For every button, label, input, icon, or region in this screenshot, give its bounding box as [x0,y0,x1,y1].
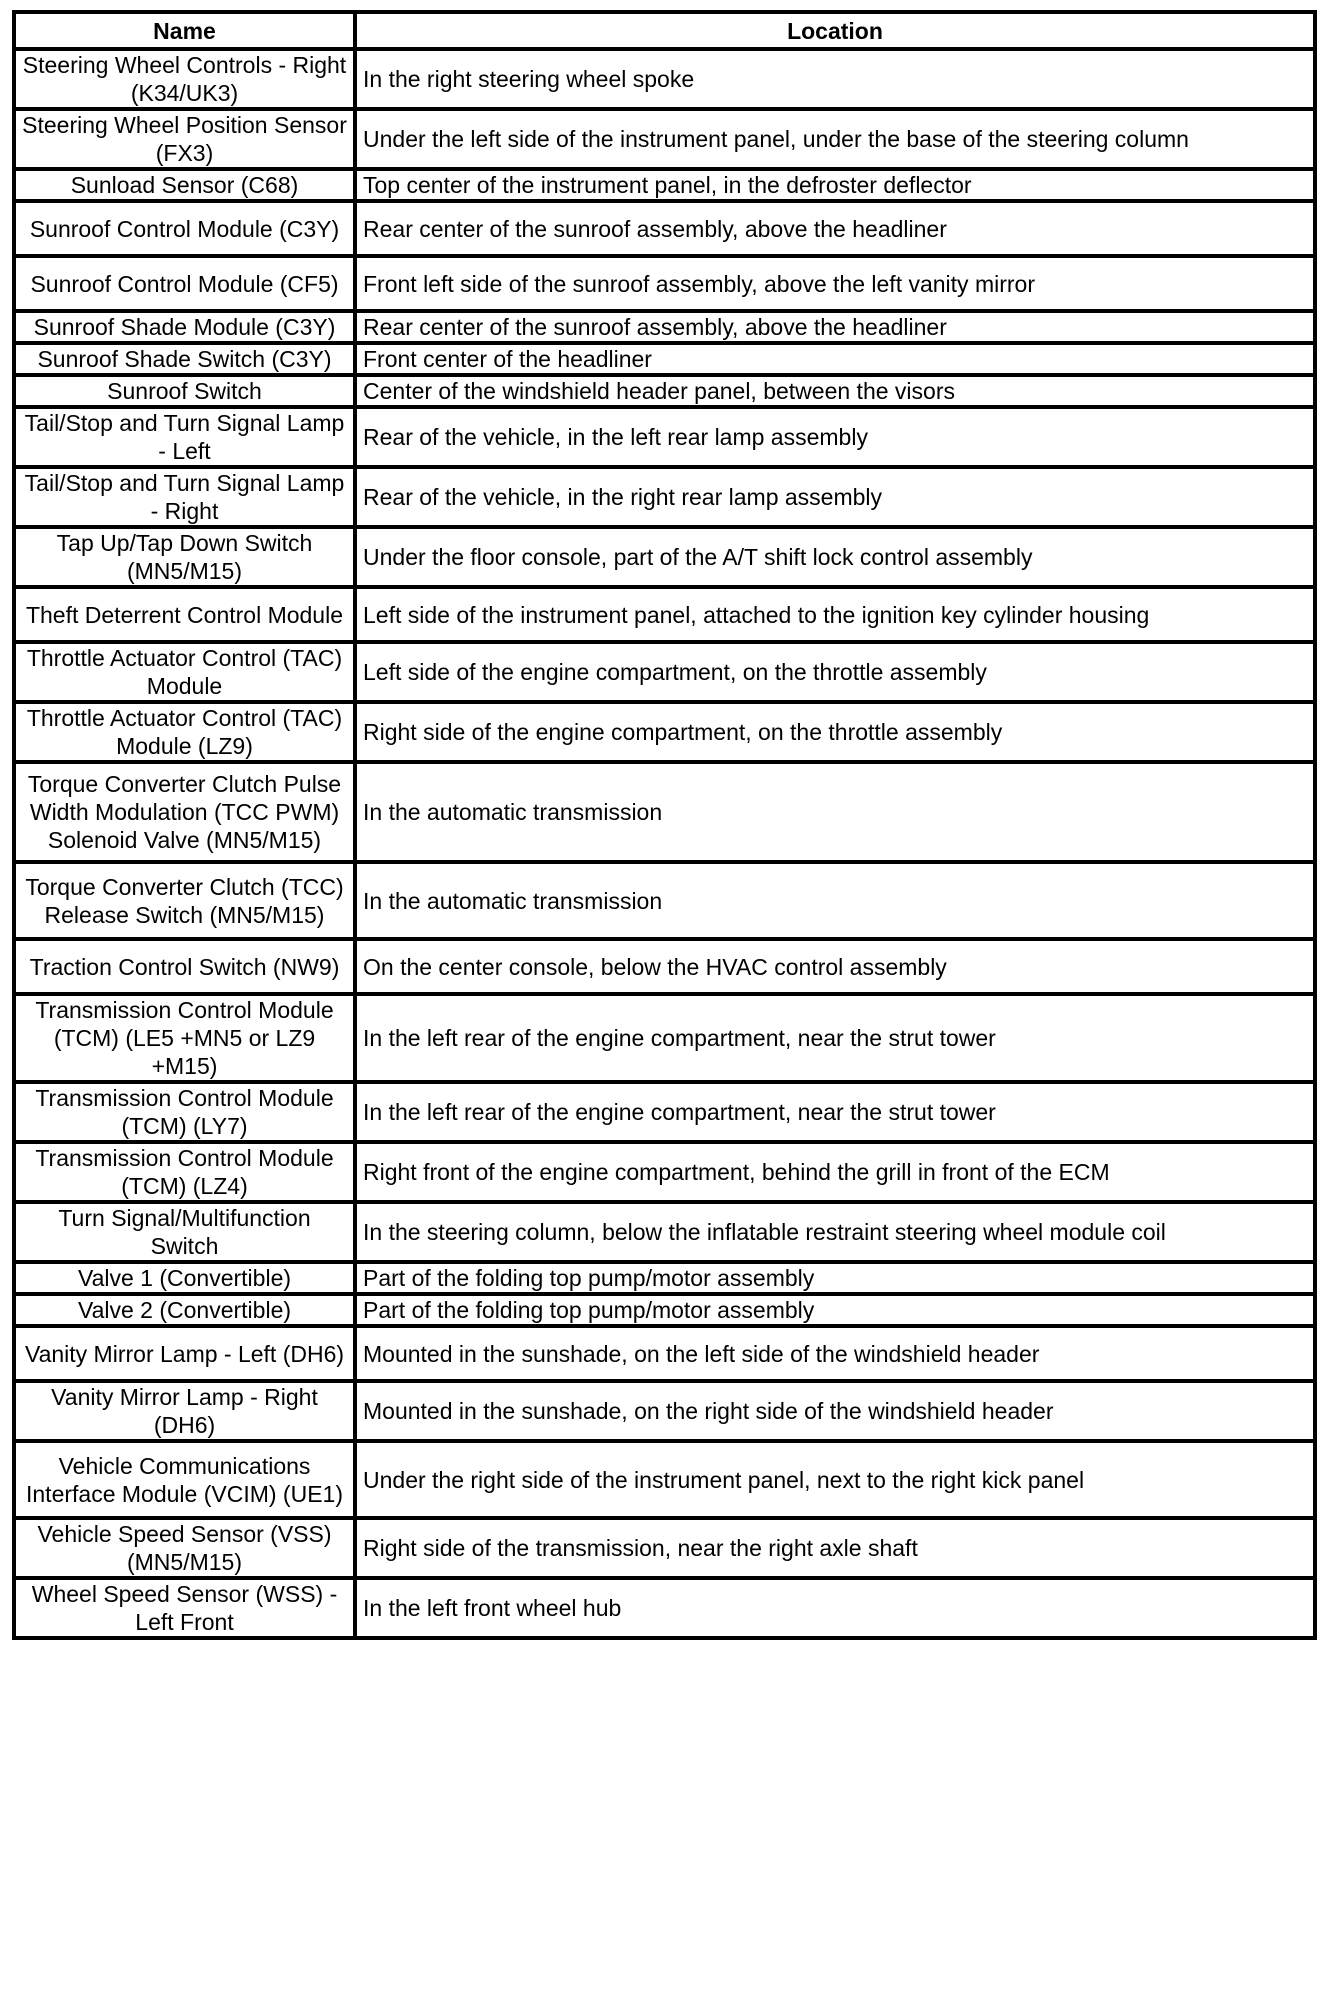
table-row [14,201,1315,256]
component-name-cell: Torque Converter Clutch (TCC) Release Switch (MN5/M15) [14,862,355,939]
component-location-cell: On the center console, below the HVAC control assembly [355,939,1315,994]
table-row [14,343,1315,375]
component-name-cell: Valve 2 (Convertible) [14,1294,355,1326]
component-location-table-container [12,10,1313,1640]
table-row [14,1082,1315,1142]
table-row [14,1326,1315,1381]
table-row [14,1518,1315,1578]
component-location-cell: Under the floor console, part of the A/T shift lock control assembly [355,527,1315,587]
component-name-cell: Vanity Mirror Lamp - Right (DH6) [14,1381,355,1441]
table-row [14,49,1315,109]
table-row [14,467,1315,527]
component-location-cell: Right front of the engine compartment, behind the grill in front of the ECM [355,1142,1315,1202]
table-row [14,109,1315,169]
component-name-cell: Theft Deterrent Control Module [14,587,355,642]
table-row [14,169,1315,201]
component-location-cell: Mounted in the sunshade, on the right side of the windshield header [355,1381,1315,1441]
table-row [14,587,1315,642]
component-location-cell: In the automatic transmission [355,762,1315,862]
component-name-cell: Sunroof Switch [14,375,355,407]
table-row [14,1142,1315,1202]
table-row [14,994,1315,1082]
component-name-cell: Sunroof Shade Module (C3Y) [14,311,355,343]
component-name-cell: Valve 1 (Convertible) [14,1262,355,1294]
component-location-cell: In the left rear of the engine compartment, near the strut tower [355,1082,1315,1142]
table-row [14,1441,1315,1518]
component-name-cell: Traction Control Switch (NW9) [14,939,355,994]
component-name-cell: Throttle Actuator Control (TAC) Module [14,642,355,702]
table-row [14,1381,1315,1441]
component-location-cell: In the automatic transmission [355,862,1315,939]
component-name-cell: Throttle Actuator Control (TAC) Module (LZ9) [14,702,355,762]
table-row [14,1578,1315,1638]
component-location-cell: Right side of the engine compartment, on the throttle assembly [355,702,1315,762]
component-name-cell: Vehicle Speed Sensor (VSS) (MN5/M15) [14,1518,355,1578]
table-row [14,642,1315,702]
table-header-row [14,12,1315,49]
component-location-cell: In the right steering wheel spoke [355,49,1315,109]
component-name-cell: Tail/Stop and Turn Signal Lamp - Left [14,407,355,467]
component-name-cell: Turn Signal/Multifunction Switch [14,1202,355,1262]
component-name-cell: Steering Wheel Position Sensor (FX3) [14,109,355,169]
component-location-cell: Right side of the transmission, near the right axle shaft [355,1518,1315,1578]
table-row [14,311,1315,343]
component-name-cell: Vanity Mirror Lamp - Left (DH6) [14,1326,355,1381]
component-name-cell: Sunroof Control Module (CF5) [14,256,355,311]
component-name-cell: Sunroof Shade Switch (C3Y) [14,343,355,375]
component-name-cell: Transmission Control Module (TCM) (LE5 +MN5 or LZ9 +M15) [14,994,355,1082]
table-row [14,1294,1315,1326]
component-location-cell: Left side of the engine compartment, on the throttle assembly [355,642,1315,702]
component-name-cell: Sunload Sensor (C68) [14,169,355,201]
table-row [14,256,1315,311]
component-location-cell: Rear of the vehicle, in the left rear lamp assembly [355,407,1315,467]
component-location-cell: Part of the folding top pump/motor assembly [355,1262,1315,1294]
component-location-cell: In the left rear of the engine compartment, near the strut tower [355,994,1315,1082]
component-location-table [12,10,1317,1640]
component-location-cell: In the left front wheel hub [355,1578,1315,1638]
component-name-cell: Wheel Speed Sensor (WSS) - Left Front [14,1578,355,1638]
table-row [14,862,1315,939]
component-location-cell: In the steering column, below the inflatable restraint steering wheel module coil [355,1202,1315,1262]
table-row [14,939,1315,994]
table-row [14,375,1315,407]
component-location-cell: Center of the windshield header panel, between the visors [355,375,1315,407]
component-location-cell: Rear center of the sunroof assembly, above the headliner [355,311,1315,343]
table-row [14,762,1315,862]
column-header-location: Location [355,12,1315,49]
component-name-cell: Vehicle Communications Interface Module (VCIM) (UE1) [14,1441,355,1518]
component-name-cell: Tap Up/Tap Down Switch (MN5/M15) [14,527,355,587]
component-location-cell: Left side of the instrument panel, attached to the ignition key cylinder housing [355,587,1315,642]
component-location-cell: Front left side of the sunroof assembly, above the left vanity mirror [355,256,1315,311]
table-row [14,1202,1315,1262]
component-location-cell: Rear of the vehicle, in the right rear lamp assembly [355,467,1315,527]
component-location-cell: Front center of the headliner [355,343,1315,375]
component-name-cell: Torque Converter Clutch Pulse Width Modulation (TCC PWM) Solenoid Valve (MN5/M15) [14,762,355,862]
component-name-cell: Transmission Control Module (TCM) (LZ4) [14,1142,355,1202]
component-name-cell: Transmission Control Module (TCM) (LY7) [14,1082,355,1142]
component-name-cell: Steering Wheel Controls - Right (K34/UK3) [14,49,355,109]
table-row [14,702,1315,762]
column-header-name: Name [14,12,355,49]
component-location-cell: Top center of the instrument panel, in the defroster deflector [355,169,1315,201]
table-row [14,1262,1315,1294]
table-row [14,527,1315,587]
component-location-cell: Under the right side of the instrument panel, next to the right kick panel [355,1441,1315,1518]
component-name-cell: Tail/Stop and Turn Signal Lamp - Right [14,467,355,527]
component-location-cell: Rear center of the sunroof assembly, above the headliner [355,201,1315,256]
component-location-cell: Under the left side of the instrument panel, under the base of the steering column [355,109,1315,169]
table-row [14,407,1315,467]
component-location-cell: Part of the folding top pump/motor assembly [355,1294,1315,1326]
table-body [14,49,1315,1638]
component-name-cell: Sunroof Control Module (C3Y) [14,201,355,256]
component-location-cell: Mounted in the sunshade, on the left side of the windshield header [355,1326,1315,1381]
